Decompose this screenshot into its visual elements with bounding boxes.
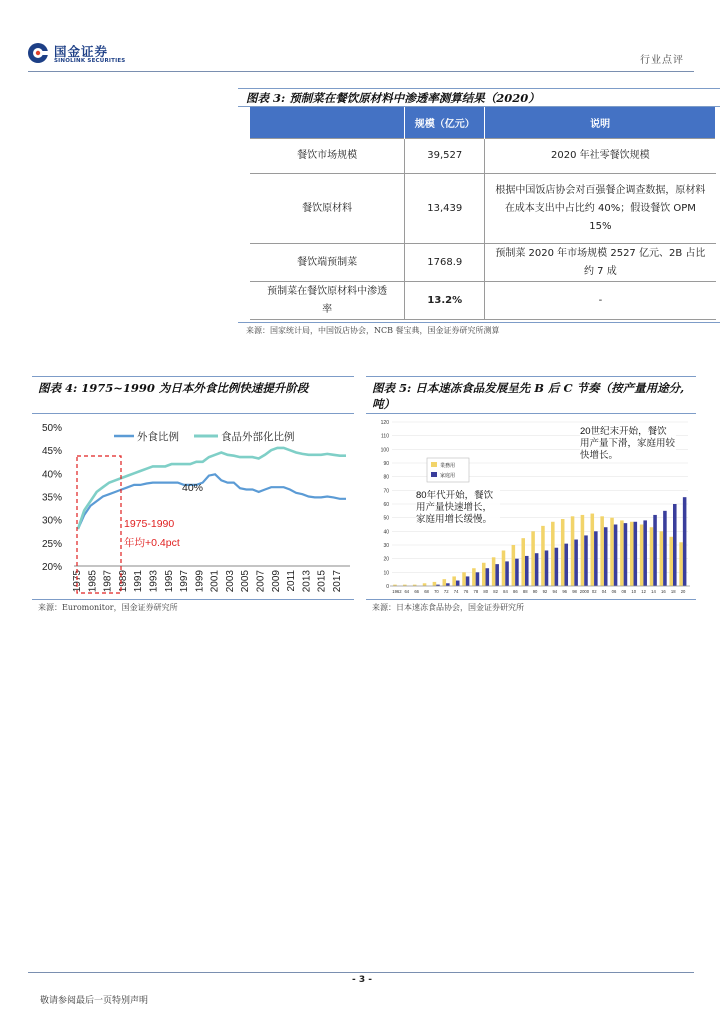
x-tick-label: 1997	[179, 570, 191, 593]
bar-business	[512, 545, 516, 586]
table-cell-value: 13,439	[405, 174, 485, 244]
x-tick-label: 74	[453, 589, 459, 594]
bar-business	[669, 537, 673, 586]
legend-label-dining-out: 外食比例	[137, 431, 179, 443]
figure3-bottom-rule	[238, 322, 720, 323]
logo-text-cn: 国金证券	[54, 44, 109, 59]
x-tick-label: 82	[493, 589, 498, 594]
bar-business	[660, 531, 664, 586]
table-header-note: 说明	[485, 107, 716, 139]
bar-business	[541, 526, 545, 586]
figure3-source: 来源：国家统计局，中国饭店协会，NCB 餐宝典，国金证券研究所测算	[246, 326, 500, 335]
y-tick-label: 80	[383, 474, 389, 481]
x-tick-label: 68	[424, 589, 429, 594]
table-row	[250, 139, 716, 174]
y-tick-label: 45%	[41, 446, 62, 458]
table-row	[250, 174, 716, 244]
figure5-title-rule	[366, 413, 696, 414]
x-tick-label: 76	[463, 589, 469, 594]
bar-business	[423, 583, 427, 586]
bar-household	[604, 527, 608, 586]
x-tick-label: 1999	[194, 570, 206, 593]
x-tick-label: 92	[542, 589, 548, 594]
bar-business	[591, 514, 595, 586]
x-tick-label: 06	[611, 589, 617, 594]
footer-divider	[28, 972, 694, 973]
x-tick-label: 88	[522, 589, 528, 594]
table-cell-value: 1768.9	[405, 244, 485, 282]
x-tick-label: 1962	[392, 589, 402, 594]
table-cell-item: 餐饮端预制菜	[250, 244, 405, 282]
bar-household	[535, 553, 539, 586]
figure4-source: 来源：Euromonitor，国金证券研究所	[38, 603, 178, 612]
figure5-bottom-rule	[366, 599, 696, 600]
x-tick-label: 14	[651, 589, 656, 594]
x-tick-label: 16	[660, 589, 666, 594]
y-tick-label: 90	[383, 461, 389, 467]
bar-household	[505, 561, 509, 586]
y-tick-label: 25%	[41, 538, 62, 550]
figure5-top-rule	[366, 376, 696, 377]
legend-label-business: 業務用	[440, 463, 456, 469]
table-cell-item: 餐饮原材料	[250, 174, 405, 244]
bar-business	[433, 582, 437, 586]
x-tick-label: 94	[552, 589, 558, 594]
table-row	[250, 244, 716, 282]
x-tick-label: 1987	[102, 570, 114, 593]
x-tick-label: 70	[434, 589, 439, 594]
x-tick-label: 2001	[209, 570, 221, 593]
penetration-table	[250, 107, 716, 320]
bar-business	[502, 550, 506, 586]
x-tick-label: 84	[503, 589, 508, 594]
table-header-row	[250, 107, 716, 139]
x-tick-label: 86	[512, 589, 518, 594]
annotation-40pct: 40%	[182, 482, 204, 494]
table-cell-value: 13.2%	[405, 282, 485, 320]
bar-business	[521, 538, 525, 586]
y-tick-label: 20%	[41, 562, 62, 573]
page-number: - 3 -	[352, 975, 372, 985]
footer-disclaimer: 敬请参阅最后一页特别声明	[40, 996, 149, 1006]
x-tick-label: 08	[621, 589, 627, 594]
bar-household	[545, 550, 549, 586]
bar-household	[525, 556, 529, 586]
x-tick-label: 96	[562, 589, 568, 594]
bar-business	[679, 542, 683, 586]
y-tick-label: 40%	[41, 469, 62, 481]
table-cell-item: 预制菜在餐饮原材料中渗透率	[250, 282, 405, 320]
bar-business	[462, 572, 466, 586]
x-tick-label: 2011	[286, 570, 298, 592]
figure4-bottom-rule	[32, 599, 354, 600]
bar-business	[640, 525, 644, 587]
legend-swatch-business	[431, 462, 437, 467]
header-divider	[28, 71, 694, 72]
table-cell-note: 2020 年社零餐饮规模	[485, 139, 716, 174]
bar-household	[653, 515, 657, 586]
bar-household	[594, 531, 598, 586]
bar-business	[620, 520, 624, 586]
table-cell-note: 根据中国饭店协会对百强餐企调查数据，原材料在成本支出中占比约 40%；假设餐饮 OPM 15%	[485, 174, 716, 244]
bar-household	[446, 583, 450, 586]
y-tick-label: 0	[386, 584, 389, 590]
y-tick-label: 110	[381, 433, 389, 440]
bar-business	[630, 522, 634, 586]
bar-business	[482, 563, 486, 586]
bar-business	[531, 531, 535, 586]
x-tick-label: 12	[641, 589, 646, 594]
bar-household	[486, 568, 490, 586]
bar-household	[673, 504, 677, 586]
bar-household	[683, 497, 687, 586]
y-tick-label: 100	[380, 447, 389, 454]
y-tick-label: 40	[383, 529, 389, 536]
table-cell-note: -	[485, 282, 716, 320]
annotation-growth: 年均+0.4pct	[124, 537, 180, 549]
bar-business	[650, 527, 654, 586]
x-tick-label: 2003	[224, 570, 236, 593]
bar-household	[643, 520, 647, 586]
bar-household	[634, 522, 638, 586]
x-tick-label: 1985	[87, 570, 99, 593]
x-tick-label: 98	[572, 589, 577, 594]
x-tick-label: 2007	[255, 570, 267, 593]
figure3-title: 图表 3: 预制菜在餐饮原材料中渗透率测算结果（2020）	[246, 91, 540, 105]
figure3-top-rule	[238, 88, 720, 89]
x-tick-label: 20	[680, 589, 686, 594]
legend-label-food-externalization: 食品外部化比例	[221, 431, 295, 443]
x-tick-label: 90	[532, 589, 538, 594]
logo-text-en: SINOLINK SECURITIES	[54, 58, 126, 64]
x-tick-label: 66	[414, 589, 420, 594]
x-tick-label: 18	[670, 589, 676, 594]
chart-legend	[427, 458, 469, 482]
bar-business	[443, 579, 447, 586]
x-tick-label: 2005	[240, 570, 252, 593]
y-tick-label: 10	[383, 570, 389, 577]
sinolink-logo-icon	[27, 42, 49, 64]
bar-business	[571, 516, 575, 586]
annotation-period: 1975-1990	[124, 518, 175, 530]
x-tick-label: 04	[601, 589, 607, 594]
x-tick-label: 2000	[579, 589, 590, 594]
figure4-top-rule	[32, 376, 354, 377]
x-tick-label: 1975	[72, 570, 83, 593]
annotation-late-century-box	[580, 426, 676, 472]
x-tick-label: 2009	[270, 570, 282, 593]
bar-business	[492, 557, 496, 586]
bar-household	[564, 544, 568, 586]
bar-household	[574, 540, 578, 586]
bar-business	[581, 515, 585, 586]
table-header-item	[250, 107, 405, 139]
figure4-title: 图表 4: 1975~1990 为日本外食比例快速提升阶段	[38, 381, 309, 395]
bar-business	[452, 576, 456, 586]
legend-swatch-household	[431, 472, 437, 477]
y-tick-label: 30%	[41, 515, 62, 527]
figure5-source: 来源：日本速冻食品协会，国金证券研究所	[372, 603, 524, 612]
frozen-food-production-chart	[372, 416, 696, 596]
bar-business	[610, 518, 614, 586]
bar-household	[456, 581, 460, 586]
chart-legend	[114, 430, 295, 443]
y-tick-label: 50%	[41, 423, 62, 434]
x-tick-label: 1993	[148, 570, 160, 593]
y-tick-label: 120	[380, 420, 389, 426]
y-tick-label: 30	[383, 543, 389, 549]
bar-household	[476, 572, 480, 586]
table-cell-note: 预制菜 2020 年市场规模 2527 亿元、2B 占比约 7 成	[485, 244, 716, 282]
bar-business	[551, 522, 555, 586]
bar-household	[555, 548, 559, 586]
x-tick-label: 1991	[133, 570, 145, 593]
bar-household	[495, 564, 499, 586]
y-tick-label: 20	[383, 556, 389, 563]
bar-household	[614, 525, 618, 587]
bar-household	[515, 559, 519, 586]
x-tick-label: 78	[473, 589, 479, 594]
bar-business	[561, 519, 565, 586]
figure4-title-rule	[32, 413, 354, 414]
bar-household	[624, 523, 628, 586]
dining-out-ratio-chart	[32, 416, 354, 596]
section-label: 行业点评	[640, 55, 684, 66]
y-tick-label: 60	[383, 502, 389, 508]
table-cell-item: 餐饮市场规模	[250, 139, 405, 174]
x-tick-label: 2013	[301, 570, 313, 593]
series-line-food-externalization	[78, 448, 346, 529]
y-tick-label: 35%	[41, 492, 62, 504]
table-row	[250, 282, 716, 320]
annotation-80s-box	[416, 490, 500, 536]
y-tick-label: 70	[383, 488, 389, 495]
highlight-box-1975-1990	[77, 456, 121, 593]
bar-household	[584, 535, 588, 586]
x-tick-label: 2015	[316, 570, 328, 593]
x-tick-label: 64	[404, 589, 410, 594]
x-tick-label: 02	[591, 589, 597, 594]
bar-business	[472, 568, 476, 586]
series-line-dining-out	[78, 474, 346, 529]
x-tick-label: 10	[631, 589, 637, 594]
x-tick-label: 72	[443, 589, 449, 594]
x-tick-label: 80	[483, 589, 489, 594]
x-tick-label: 1995	[163, 570, 175, 593]
table-header-scale: 规模（亿元）	[405, 107, 485, 139]
x-tick-label: 1989	[117, 570, 129, 593]
figure5-title: 图表 5: 日本速冻食品发展呈先 B 后 C 节奏（按产量用途分,吨）	[372, 381, 685, 411]
bar-business	[600, 516, 604, 586]
x-tick-label: 2017	[332, 570, 343, 593]
legend-label-household: 家庭用	[440, 473, 456, 479]
annotation-80s: 80年代开始，餐饮用产量快速增长，家庭用增长缓慢。	[416, 490, 500, 526]
bar-household	[663, 511, 667, 586]
table-cell-value: 39,527	[405, 139, 485, 174]
y-tick-label: 50	[383, 515, 389, 522]
bar-household	[466, 576, 470, 586]
annotation-late-century: 20世纪末开始，餐饮用产量下滑，家庭用较快增长。	[580, 426, 676, 461]
